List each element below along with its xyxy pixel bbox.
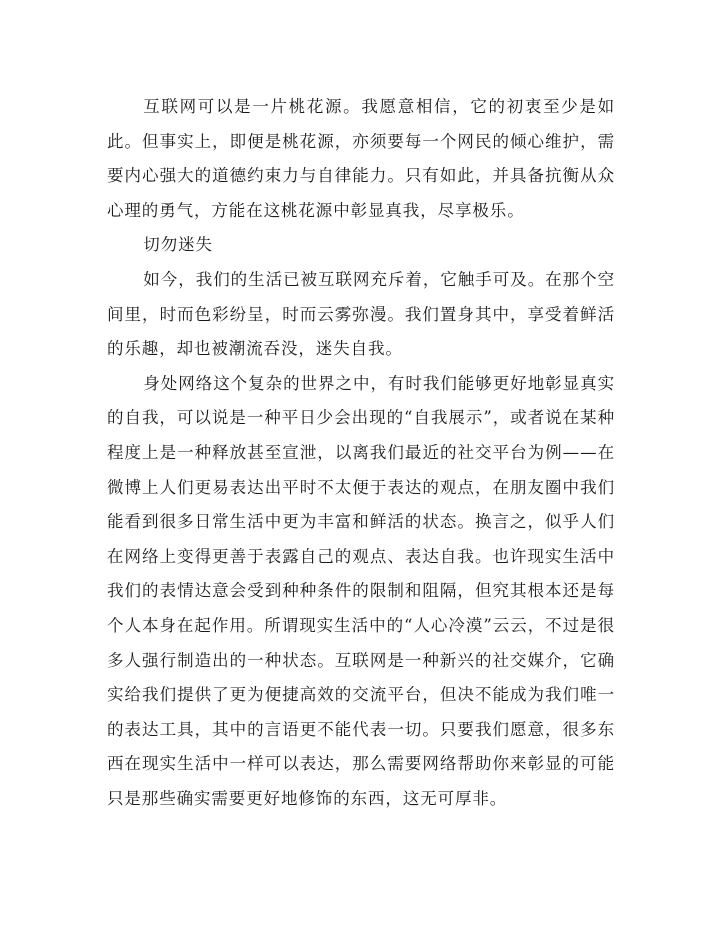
article-body [107,90,615,816]
paragraph-internet-life: 如今，我们的生活已被互联网充斥着，它触手可及。在那个空间里，时而色彩纷呈，时而云雾弥漫。我们置身其中，享受着鲜活的乐趣，却也被潮流吞没，迷失自我。 [107,269,615,359]
paragraph-peach-blossom: 互联网可以是一片桃花源。我愿意相信，它的初衷至少是如此。但事实上，即便是桃花源，亦须要每一个网民的倾心维护，需要内心强大的道德约束力与自律能力。只有如此，并具备抗衡从众心理的勇气，方能在这桃花源中彰显真我，尽享极乐。 [107,97,615,220]
paragraph-self-expression: 身处网络这个复杂的世界之中，有时我们能够更好地彰显真实的自我，可以说是一种平日少会出现的“自我展示”，或者说在某种程度上是一种释放甚至宣泄，以离我们最近的社交平台为例——在微博上人们更易表达出平时不太便于表达的观点，在朋友圈中我们能看到很多日常生活中更为丰富和鲜活的状态。换言之，似乎人们在网络上变得更善于表露自己的观点、表达自我。也许现实生活中我们的表情达意会受到种种条件的限制和阻隔，但究其根本还是每个人本身在起作用。所谓现实生活中的“人心冷漠”云云，不过是很多人强行制造出的一种状态。互联网是一种新兴的社交媒介，它确实给我们提供了更为便捷高效的交流平台，但决不能成为我们唯一的表达工具，其中的言语更不能代表一切。只要我们愿意，很多东西在现实生活中一样可以表达，那么需要网络帮助你来彰显的可能只是那些确实需要更好地修饰的东西，这无可厚非。 [107,373,615,808]
section-heading: 切勿迷失 [143,235,213,255]
